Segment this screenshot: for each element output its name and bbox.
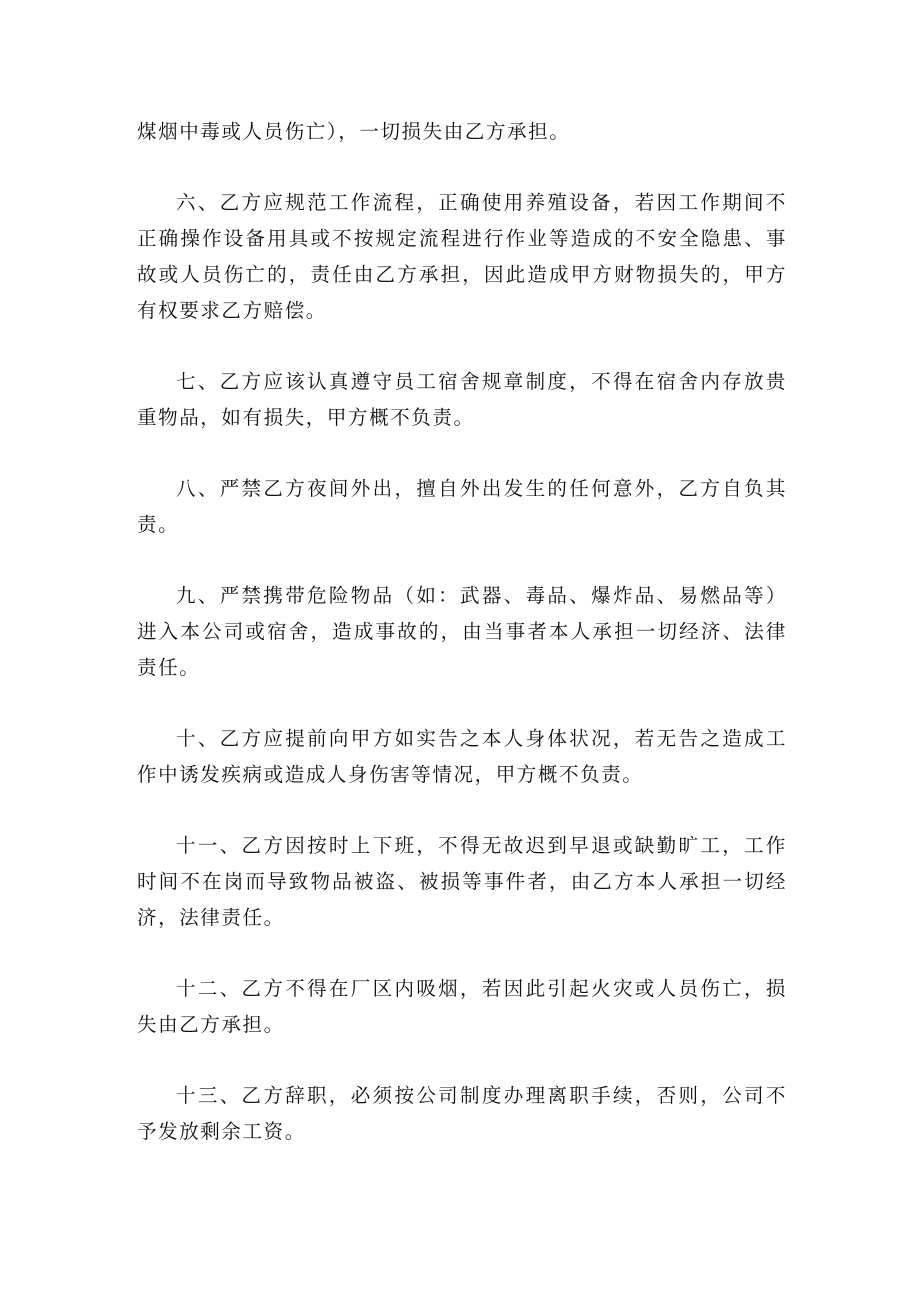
document-page bbox=[137, 114, 787, 1185]
paragraph-continued: 煤烟中毒或人员伤亡），一切损失由乙方承担。 bbox=[137, 120, 571, 143]
clause-12: 十二、乙方不得在厂区内吸烟，若因此引起火灾或人员伤亡，损失由乙方承担。 bbox=[137, 977, 787, 1036]
clause-6: 六、乙方应规范工作流程，正确使用养殖设备，若因工作期间不正确操作设备用具或不按规定流程进行作业等造成的不安全隐患、事故或人员伤亡的，责任由乙方承担，因此造成甲方财物损失的，甲方有权要求乙方赔偿。 bbox=[137, 191, 787, 322]
clause-11: 十一、乙方因按时上下班，不得无故迟到早退或缺勤旷工，工作时间不在岗而导致物品被盗、被损等事件者，由乙方本人承担一切经济，法律责任。 bbox=[137, 834, 787, 929]
clause-9: 九、严禁携带危险物品（如：武器、毒品、爆炸品、易燃品等）进入本公司或宿舍，造成事故的，由当事者本人承担一切经济、法律责任。 bbox=[137, 584, 787, 679]
clause-10: 十、乙方应提前向甲方如实告之本人身体状况，若无告之造成工作中诱发疾病或造成人身伤害等情况，甲方概不负责。 bbox=[137, 727, 787, 786]
clause-13: 十三、乙方辞职，必须按公司制度办理离职手续，否则，公司不予发放剩余工资。 bbox=[137, 1084, 787, 1143]
clause-7: 七、乙方应该认真遵守员工宿舍规章制度，不得在宿舍内存放贵重物品，如有损失，甲方概不负责。 bbox=[137, 370, 787, 429]
clause-8: 八、严禁乙方夜间外出，擅自外出发生的任何意外，乙方自负其责。 bbox=[137, 477, 787, 536]
